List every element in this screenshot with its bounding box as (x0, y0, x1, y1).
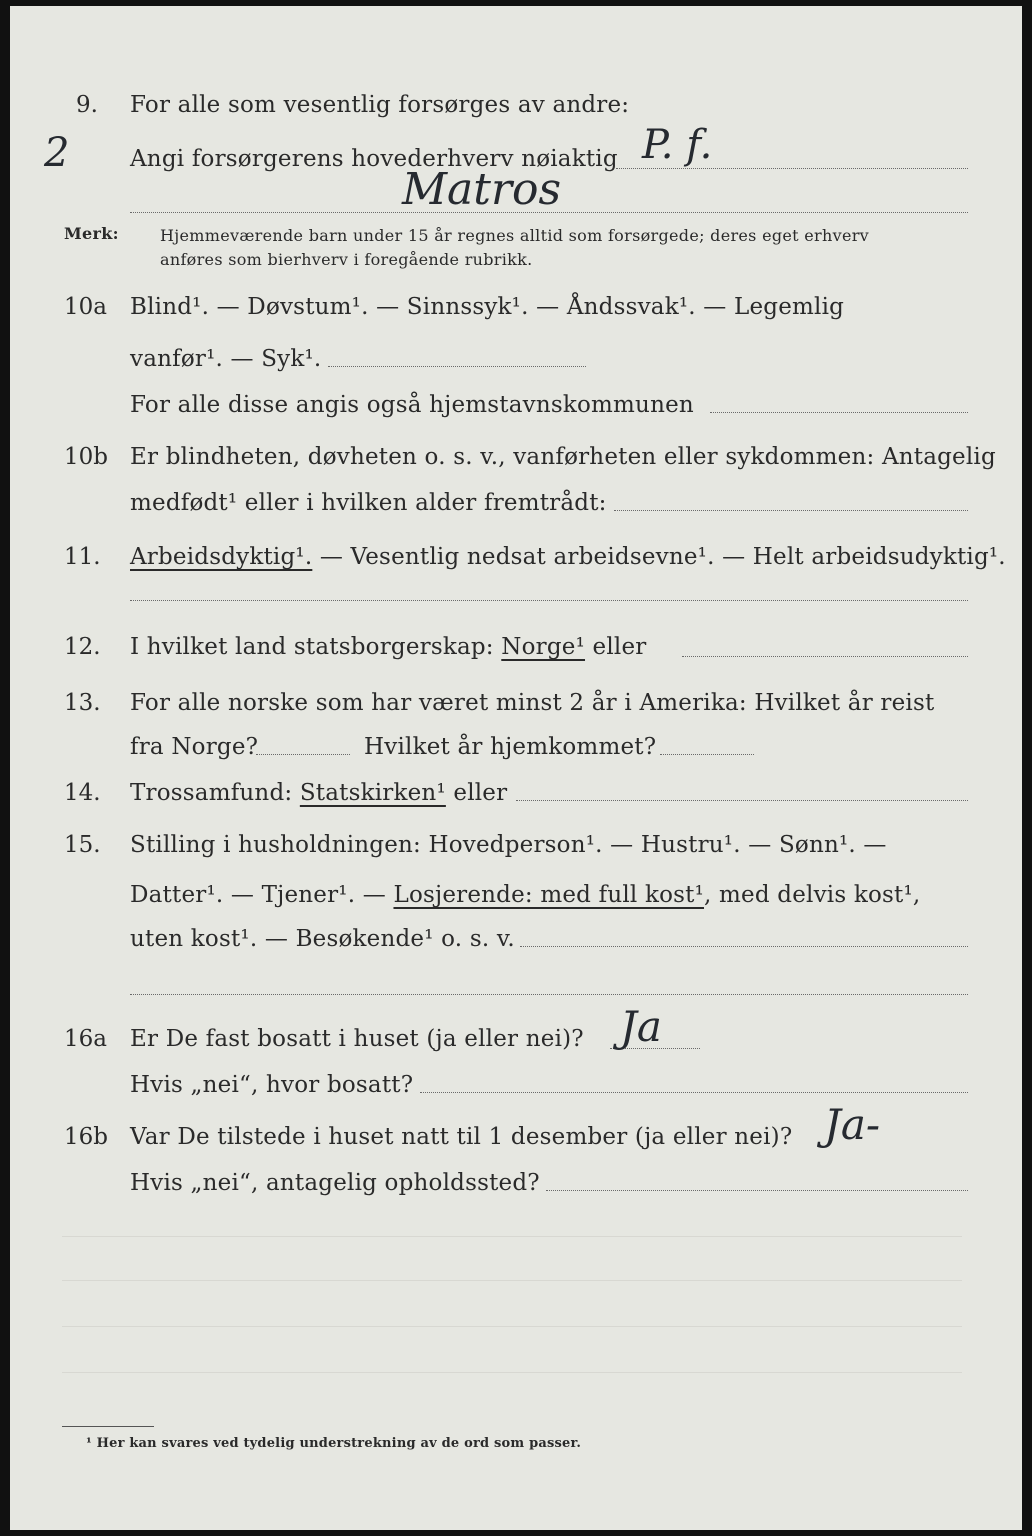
q10a-line2: vanfør¹. — Syk¹. (130, 346, 322, 372)
q14-answer-line[interactable] (516, 800, 968, 801)
footnote-rule (62, 1426, 154, 1427)
q10a-line1: Blind¹. — Døvstum¹. — Sinnssyk¹. — Åndssvak¹. — Legemlig (130, 294, 845, 320)
q10b-line1: Er blindheten, døvheten o. s. v., vanførheten eller sykdommen: Antagelig (130, 444, 996, 470)
footnote: ¹ Her kan svares ved tydelig understrekning av de ord som passer. (86, 1436, 582, 1451)
q10a-number: 10a (64, 294, 107, 320)
q10a-kommune-line[interactable] (710, 412, 968, 413)
q11-rest: — Vesentlig nedsat arbeidsevne¹. — Helt arbeidsudyktig¹. (312, 544, 1006, 570)
q12-number: 12. (64, 634, 101, 660)
q15-line2a: Datter¹. — Tjener¹. — (130, 882, 394, 908)
q15-answer-line-2[interactable] (130, 994, 968, 995)
q16a-bosatt-line[interactable] (420, 1092, 968, 1093)
q14-line (130, 780, 507, 806)
q11-number: 11. (64, 544, 101, 570)
merk-line2: anføres som bierhverv i foregående rubrikk. (160, 250, 533, 269)
q16a-number: 16a (64, 1026, 107, 1052)
q14-number: 14. (64, 780, 101, 806)
q9-line1: For alle som vesentlig forsørges av andre: (130, 92, 630, 118)
q13-number: 13. (64, 690, 101, 716)
q12-answer-line[interactable] (682, 656, 968, 657)
q13-reist-line[interactable] (256, 754, 350, 755)
q11-line (130, 544, 1006, 570)
q14-underlined-option: Statskirken¹ (299, 780, 446, 806)
q12-underlined-option: Norge¹ (501, 634, 586, 660)
q9-handwritten-occupation: Matros (402, 164, 562, 215)
q16a-handwritten-answer: Ja (620, 1002, 662, 1051)
q10a-syk-line[interactable] (328, 366, 586, 367)
q9-number: 9. (76, 92, 98, 118)
q9-line2: Angi forsørgerens hovederhverv nøiaktig (130, 146, 618, 172)
q14-text: Trossamfund: (130, 780, 293, 806)
q15-number: 15. (64, 832, 101, 858)
faint-rule-1 (62, 1236, 962, 1237)
q15-underlined-option: Losjerende: med full kost¹ (393, 882, 705, 908)
merk-label: Merk: (64, 224, 119, 243)
q16b-number: 16b (64, 1124, 108, 1150)
q15-answer-line[interactable] (520, 946, 968, 947)
q15-line2b: , med delvis kost¹, (704, 882, 921, 908)
q12-after: eller (585, 634, 647, 660)
q15-line2 (130, 882, 920, 908)
q16b-line1: Var De tilstede i huset natt til 1 desember (ja eller nei)? (130, 1124, 793, 1150)
margin-mark: 2 (44, 130, 70, 176)
q15-line3: uten kost¹. — Besøkende¹ o. s. v. (130, 926, 515, 952)
q16a-line2: Hvis „nei“, hvor bosatt? (130, 1072, 414, 1098)
q9-answer-line[interactable] (616, 168, 968, 169)
merk-line1: Hjemmeværende barn under 15 år regnes alltid som forsørgede; deres eget erhverv (160, 226, 869, 245)
q12-line (130, 634, 646, 660)
form-sheet (10, 6, 1022, 1530)
faint-rule-2 (62, 1280, 962, 1281)
q9-handwritten-answer: P. f. (642, 122, 713, 168)
q15-line1: Stilling i husholdningen: Hovedperson¹. — Hustru¹. — Sønn¹. — (130, 832, 887, 858)
faint-rule-3 (62, 1326, 962, 1327)
q16b-opholdssted-line[interactable] (546, 1190, 968, 1191)
q10a-line3: For alle disse angis også hjemstavnskommunen (130, 392, 694, 418)
q11-answer-line[interactable] (130, 600, 968, 601)
q16a-line1: Er De fast bosatt i huset (ja eller nei)? (130, 1026, 584, 1052)
q13-line2b: Hvilket år hjemkommet? (364, 734, 657, 760)
q10b-line2: medfødt¹ eller i hvilken alder fremtrådt: (130, 490, 607, 516)
q16b-handwritten-answer: Ja- (824, 1100, 881, 1149)
q11-underlined-option: Arbeidsdyktig¹. (130, 544, 313, 570)
q13-line1: For alle norske som har været minst 2 år i Amerika: Hvilket år reist (130, 690, 935, 716)
q14-after: eller (445, 780, 508, 806)
faint-rule-4 (62, 1372, 962, 1373)
q10b-number: 10b (64, 444, 108, 470)
q13-line2a: fra Norge? (130, 734, 259, 760)
q12-text: I hvilket land statsborgerskap: (130, 634, 494, 660)
q13-hjem-line[interactable] (660, 754, 754, 755)
q10b-answer-line[interactable] (614, 510, 968, 511)
q16b-line2: Hvis „nei“, antagelig opholdssted? (130, 1170, 540, 1196)
